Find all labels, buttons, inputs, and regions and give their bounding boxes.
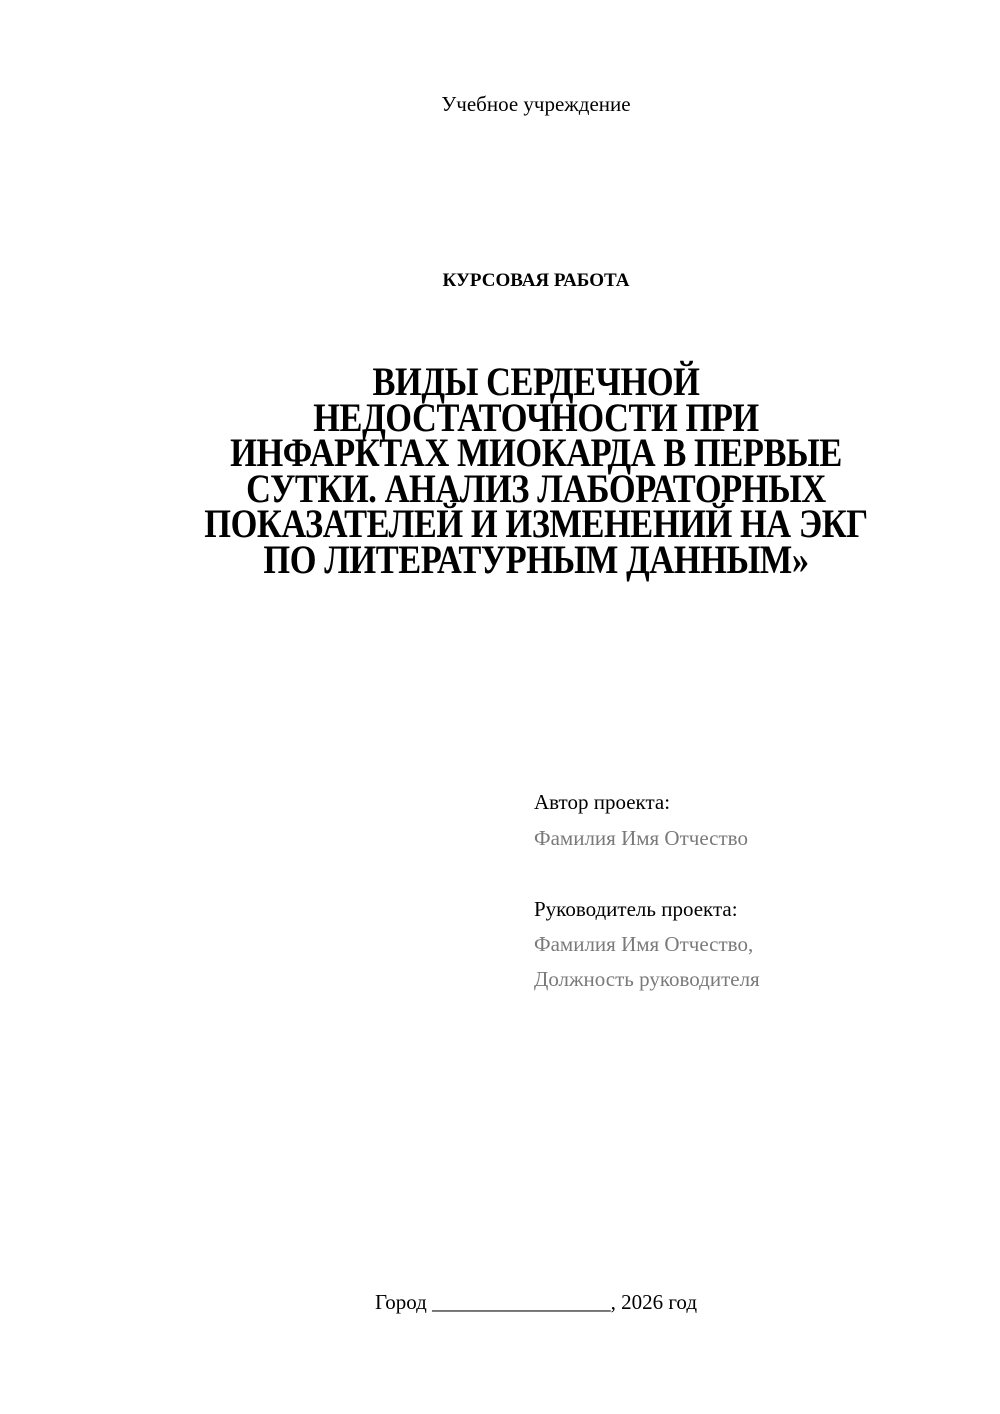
title-line: ИНФАРКТАХ МИОКАРДА В ПЕРВЫЕ: [230, 430, 842, 475]
document-title: [0, 359, 1000, 582]
title-line: ВИДЫ СЕРДЕЧНОЙ: [372, 359, 700, 404]
city-label: Город: [374, 1290, 427, 1314]
title-line: НЕДОСТАТОЧНОСТИ ПРИ: [313, 394, 759, 440]
footer-city-year: [0, 1290, 1000, 1315]
institution-name: Учебное учреждение: [441, 92, 631, 116]
title-line: ПОКАЗАТЕЛЕЙ И ИЗМЕНЕНИЙ НА ЭКГ: [204, 501, 868, 546]
title-line: ПО ЛИТЕРАТУРНЫМ ДАННЫМ»: [263, 536, 809, 582]
author-name: Фамилия Имя Отчество: [534, 826, 748, 850]
year: , 2026 год: [610, 1290, 698, 1314]
city-blank: _________________: [432, 1290, 611, 1314]
supervisor-label: Руководитель проекта:: [534, 897, 738, 921]
author-label: Автор проекта:: [534, 790, 671, 814]
supervisor-name: Фамилия Имя Отчество,: [534, 932, 754, 956]
title-line: СУТКИ. АНАЛИЗ ЛАБОРАТОРНЫХ: [246, 465, 826, 511]
supervisor-position: Должность руководителя: [534, 967, 760, 991]
work-type-heading: КУРСОВАЯ РАБОТА: [442, 270, 630, 291]
